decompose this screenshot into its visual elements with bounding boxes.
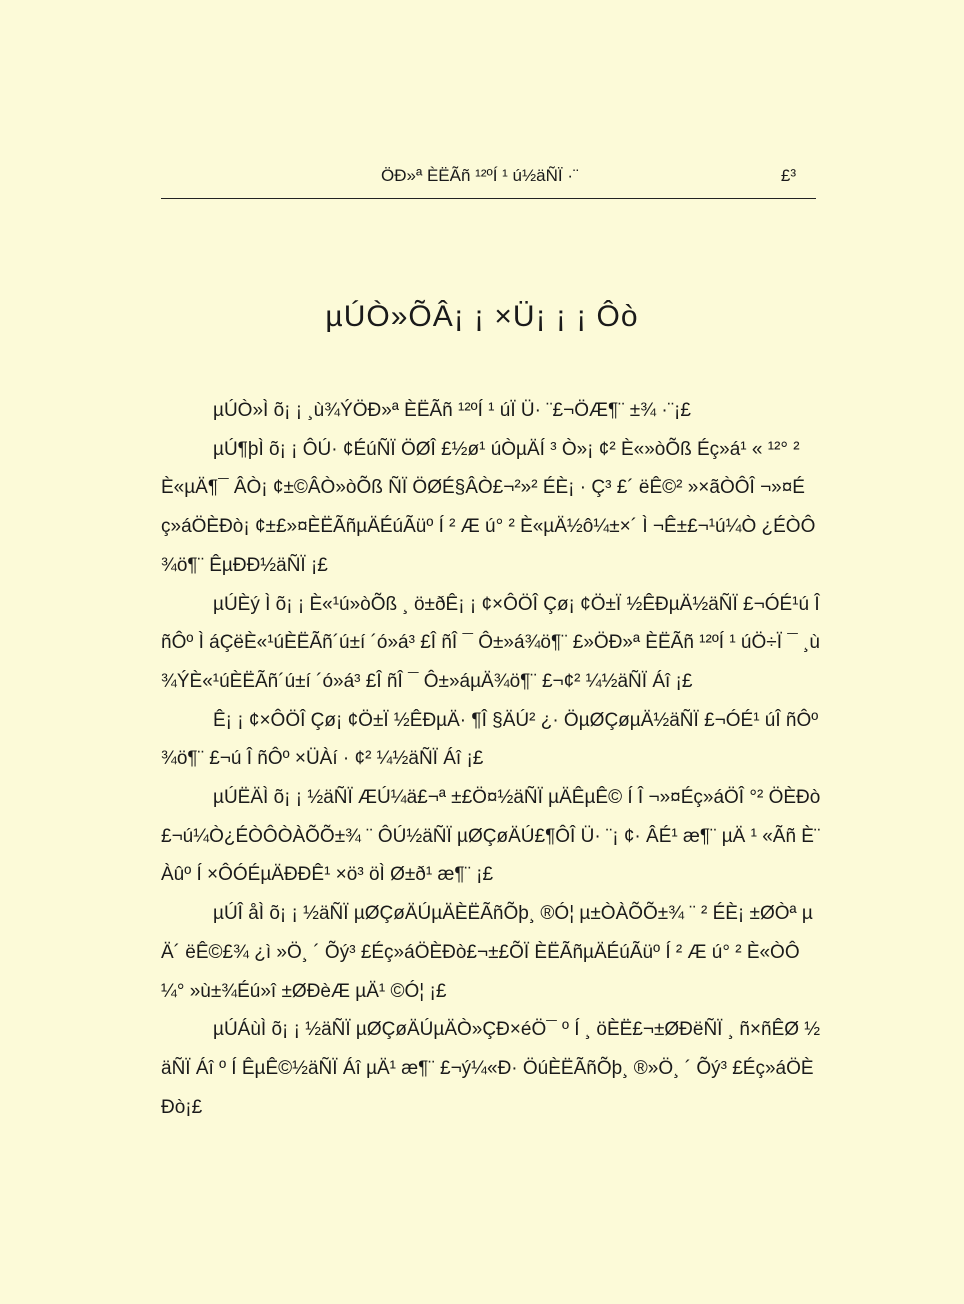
article-paragraph-3: µÚÈý Ì õ¡ ¡ È«¹ú»òÕß ¸ ö±ðÊ¡ ¡ ¢×ÔÖÎ Çø¡ ¢Ö±Ï ½ÊÐµÄ½äÑÏ £¬ÓÉ¹ú Î ñÔº Ì áÇëÈ«¹úÈËÃñ´ú±í ´ó»á³ £Î ñÎ ¯ Ô±»á¾ö¶¨ £»ÖÐ»ª ÈËÃñ ¹²ºÍ ¹ úÖ÷Ï ¯ ¸ù¾ÝÈ«¹úÈËÃñ´ú±í ´ó»á³ £Î ñÎ ¯ Ô±»áµÄ¾ö¶¨ £¬¢² ¼½äÑÏ Áî ¡£ <box>161 593 820 692</box>
page-number: £³ <box>780 166 796 185</box>
article-paragraph-7: µÚÁùÌ õ¡ ¡ ½äÑÏ µØÇøÄÚµÄÒ»ÇÐ×éÖ¯ º Í ¸ öÈË£¬±ØÐëÑÏ ¸ ñ×ñÊØ ½äÑÏ Áî º Í ÊµÊ©½äÑÏ Áî µÄ¹ æ¶¨ £¬ý¼«Ð· ÖúÈËÃñÕþ¸ ®»Ö¸ ´ Õý³ £Éç»áÖÈÐò¡£ <box>161 1019 821 1118</box>
running-title: ÖÐ»ª ÈËÃñ ¹²ºÍ ¹ ú½äÑÏ ·¨ <box>381 166 579 185</box>
article-paragraph-6: µÚÎ åÌ õ¡ ¡ ½äÑÏ µØÇøÄÚµÄÈËÃñÕþ¸ ®Ó¦ µ±ÒÀÕÕ±¾ ¨ ² ÉÈ¡ ±ØÒª µÄ´ ëÊ©£¾ ¿ì »Ö¸ ´ Õý³ £Éç»áÖÈÐò£¬±£ÕÏ ÈËÃñµÄÉúÃüº Í ² Æ ú° ² È«ÒÔ¼° »ù±¾Éú»î ±ØÐèÆ µÄ¹ ©Ó¦ ¡£ <box>161 903 813 1002</box>
article-paragraph-5: µÚËÄÌ õ¡ ¡ ½äÑÏ ÆÚ¼ä£¬ª ±£Ö¤½äÑÏ µÄÊµÊ© Í Î ¬»¤Éç»áÖÎ °² ÖÈÐò£¬ú¼Ò¿ÉÒÔÒÀÕÕ±¾ ¨ ÔÚ½äÑÏ µØÇøÄÚ£¶ÔÎ Ü· ¨¡ ¢· ÂÉ¹ æ¶¨ µÄ ¹ «Ãñ È¨ Àûº Í ×ÔÓÉµÄÐÐÊ¹ ×ö³ öÌ Ø±ð¹ æ¶¨ ¡£ <box>161 787 821 886</box>
article-paragraph-4: Ê¡ ¡ ¢×ÔÖÎ Çø¡ ¢Ö±Ï ½ÊÐµÄ· ¶Î §ÄÚ² ¿· ÖµØÇøµÄ½äÑÏ £¬ÓÉ¹ úÎ ñÔº ¾ö¶¨ £¬ú Î ñÔº ×ÜÀí · ¢² ¼½äÑÏ Áî ¡£ <box>161 709 819 770</box>
chapter-title: µÚÒ»ÕÂ¡ ¡ ×Ü¡ ¡ ¡ Ôò <box>325 300 639 333</box>
running-header <box>161 164 816 194</box>
header-rule <box>161 198 816 199</box>
article-paragraph-1: µÚÒ»Ì õ¡ ¡ ¸ù¾ÝÖÐ»ª ÈËÃñ ¹²ºÍ ¹ úÏ Ü· ¨£¬ÖÆ¶¨ ±¾ ·¨¡£ <box>213 400 691 421</box>
body-text <box>161 392 823 1127</box>
article-paragraph-2: µÚ¶þÌ õ¡ ¡ ÔÚ· ¢ÉúÑÏ ÖØÎ £½ø¹ úÒµÄÍ ³ Ò»¡ ¢² È«»òÕß Éç»á¹ « ¹²° ² È«µÄ¶¯ ÂÒ¡ ¢±©ÂÒ»òÕß ÑÏ ÖØÉ§ÂÒ£¬²»² ÉÈ¡ · Ç³ £´ ëÊ©² »×ãÒÔÎ ¬»¤Éç»áÖÈÐò¡ ¢±£»¤ÈËÃñµÄÉúÃüº Í ² Æ ú° ² È«µÄ½ô¼±×´ Ì ¬Ê±£¬¹ú¼Ò ¿ÉÒÔ¾ö¶¨ ÊµÐÐ½äÑÏ ¡£ <box>161 438 816 576</box>
